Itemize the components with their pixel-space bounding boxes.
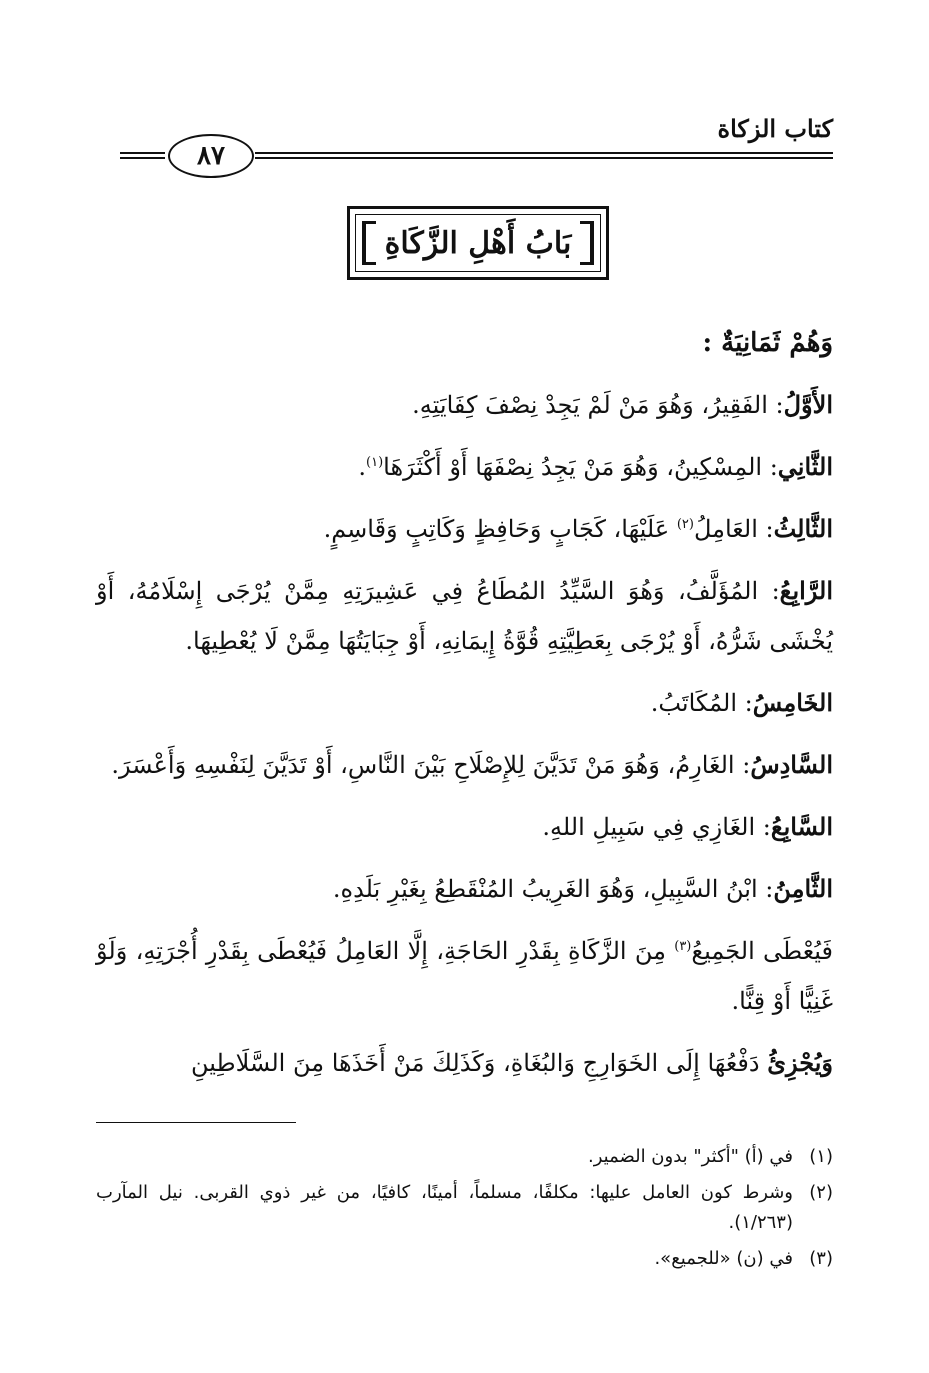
footnote-number: (٣): [809, 1248, 833, 1269]
paragraph: [96, 1038, 833, 1088]
paragraph-text: : الغَارِمُ، وَهُوَ مَنْ تَدَيَّنَ لِلإِصْلَاحِ بَيْنَ النَّاسِ، أَوْ تَدَيَّنَ لِنَفْسِهِ وَأَعْسَرَ.: [111, 751, 751, 779]
chapter-title-inner: [355, 214, 601, 272]
chapter-title: بَابُ أَهْلِ الزَّكَاةِ: [384, 225, 572, 261]
paragraph-text: : المِسْكِينُ، وَهُوَ مَنْ يَجِدُ نِصْفَهَا أَوْ أَكْثَرَهَا: [383, 453, 778, 481]
footnote-text: في (ن) «للجميع».: [654, 1248, 793, 1269]
paragraph-text: : الغَازِي فِي سَبِيلِ اللهِ.: [542, 813, 771, 841]
footnote-number: (٢): [809, 1182, 833, 1203]
paragraph-text-after: .: [358, 453, 367, 481]
paragraph-list: [96, 380, 833, 1088]
footnote-ref: (٢): [676, 517, 694, 532]
paragraph-text: فَيُعْطَى الجَمِيعُ: [691, 937, 833, 965]
header-rule-short: [120, 152, 165, 159]
ornament-bracket-left: [362, 221, 376, 265]
footnote: [96, 1244, 833, 1274]
page-header: [120, 112, 833, 182]
paragraph-lead: السَّابِعُ: [770, 812, 833, 841]
paragraph-text: : العَامِلُ: [693, 515, 774, 543]
paragraph-lead: السَّادِسُ: [750, 750, 833, 779]
footnote-ref: (١): [366, 455, 384, 470]
paragraph-text: : المُؤَلَّفُ، وَهُوَ السَّيِّدُ المُطَاعُ فِي عَشِيرَتِهِ مِمَّنْ يُرْجَى إِسْلَامُهُ، أَوْ يُخْشَى شَرُّهُ، أَوْ يُرْجَى بِعَطِيَّتِهِ قُوَّةُ إِيمَانِهِ، أَوْ جِبَايَتُهَا مِمَّنْ لَا يُعْطِيهَا.: [96, 577, 833, 655]
paragraph: [96, 504, 833, 554]
paragraph: [96, 678, 833, 728]
paragraph: [96, 926, 833, 1026]
paragraph-text-after: مِنَ الزَّكَاةِ بِقَدْرِ الحَاجَةِ، إِلَّا العَامِلُ فَيُعْطَى بِقَدْرِ أُجْرَتِهِ، وَلَوْ غَنِيًّا أَوْ قِنًّا.: [96, 937, 833, 1015]
page-number: ٨٧: [168, 134, 254, 178]
paragraph-lead: الرَّابِعُ: [779, 576, 834, 605]
paragraph-lead: الثَّانِي: [777, 452, 833, 481]
main-text: [96, 318, 833, 1100]
footnote: [96, 1178, 833, 1238]
paragraph-text: دَفْعُهَا إِلَى الخَوَارِجِ وَالبُغَاةِ، وَكَذَلِكَ مَنْ أَخَذَهَا مِنَ السَّلَاطِينِ: [191, 1049, 768, 1077]
chapter-title-frame: [347, 206, 609, 280]
book-title: كتاب الزكاة: [717, 114, 833, 143]
footnote: [96, 1142, 833, 1172]
paragraph-text: : الفَقِيرُ، وَهُوَ مَنْ لَمْ يَجِدْ نِصْفَ كِفَايَتِهِ.: [412, 391, 784, 419]
intro-line: وَهُمْ ثَمَانِيَةٌ :: [702, 328, 833, 358]
header-rule: [255, 152, 833, 159]
paragraph: [96, 864, 833, 914]
footnote-number: (١): [809, 1146, 833, 1167]
paragraph-text-after: عَلَيْهَا، كَجَابٍ وَحَافِظٍ وَكَاتِبٍ وَقَاسِمٍ.: [323, 515, 677, 543]
paragraph-text: : ابْنُ السَّبِيلِ، وَهُوَ الغَرِيبُ المُنْقَطِعُ بِغَيْرِ بَلَدِهِ.: [332, 875, 774, 903]
paragraph: [96, 566, 833, 666]
paragraph-lead: وَيُجْزِئُ: [767, 1048, 833, 1077]
footnotes: [96, 1142, 833, 1280]
footnote-text: في (أ) "أكثر" بدون الضمير.: [588, 1146, 793, 1167]
ornament-bracket-right: [580, 221, 594, 265]
paragraph-lead: الأَوَّلُ: [783, 390, 833, 419]
paragraph: [96, 802, 833, 852]
paragraph: [96, 442, 833, 492]
paragraph: [96, 380, 833, 430]
paragraph-lead: الخَامِسُ: [752, 688, 833, 717]
footnote-text: وشرط كون العامل عليها: مكلفًا، مسلماً، أمينًا، كافيًا، من غير ذوي القربى. نيل المآرب (١/٢٦٣).: [96, 1182, 793, 1233]
footnote-divider: [96, 1122, 296, 1123]
paragraph: [96, 740, 833, 790]
paragraph-lead: الثَّامِنُ: [773, 874, 833, 903]
footnote-ref: (٣): [674, 939, 692, 954]
paragraph-text: : المُكَاتَبُ.: [650, 689, 753, 717]
paragraph-lead: الثَّالِثُ: [773, 514, 833, 543]
